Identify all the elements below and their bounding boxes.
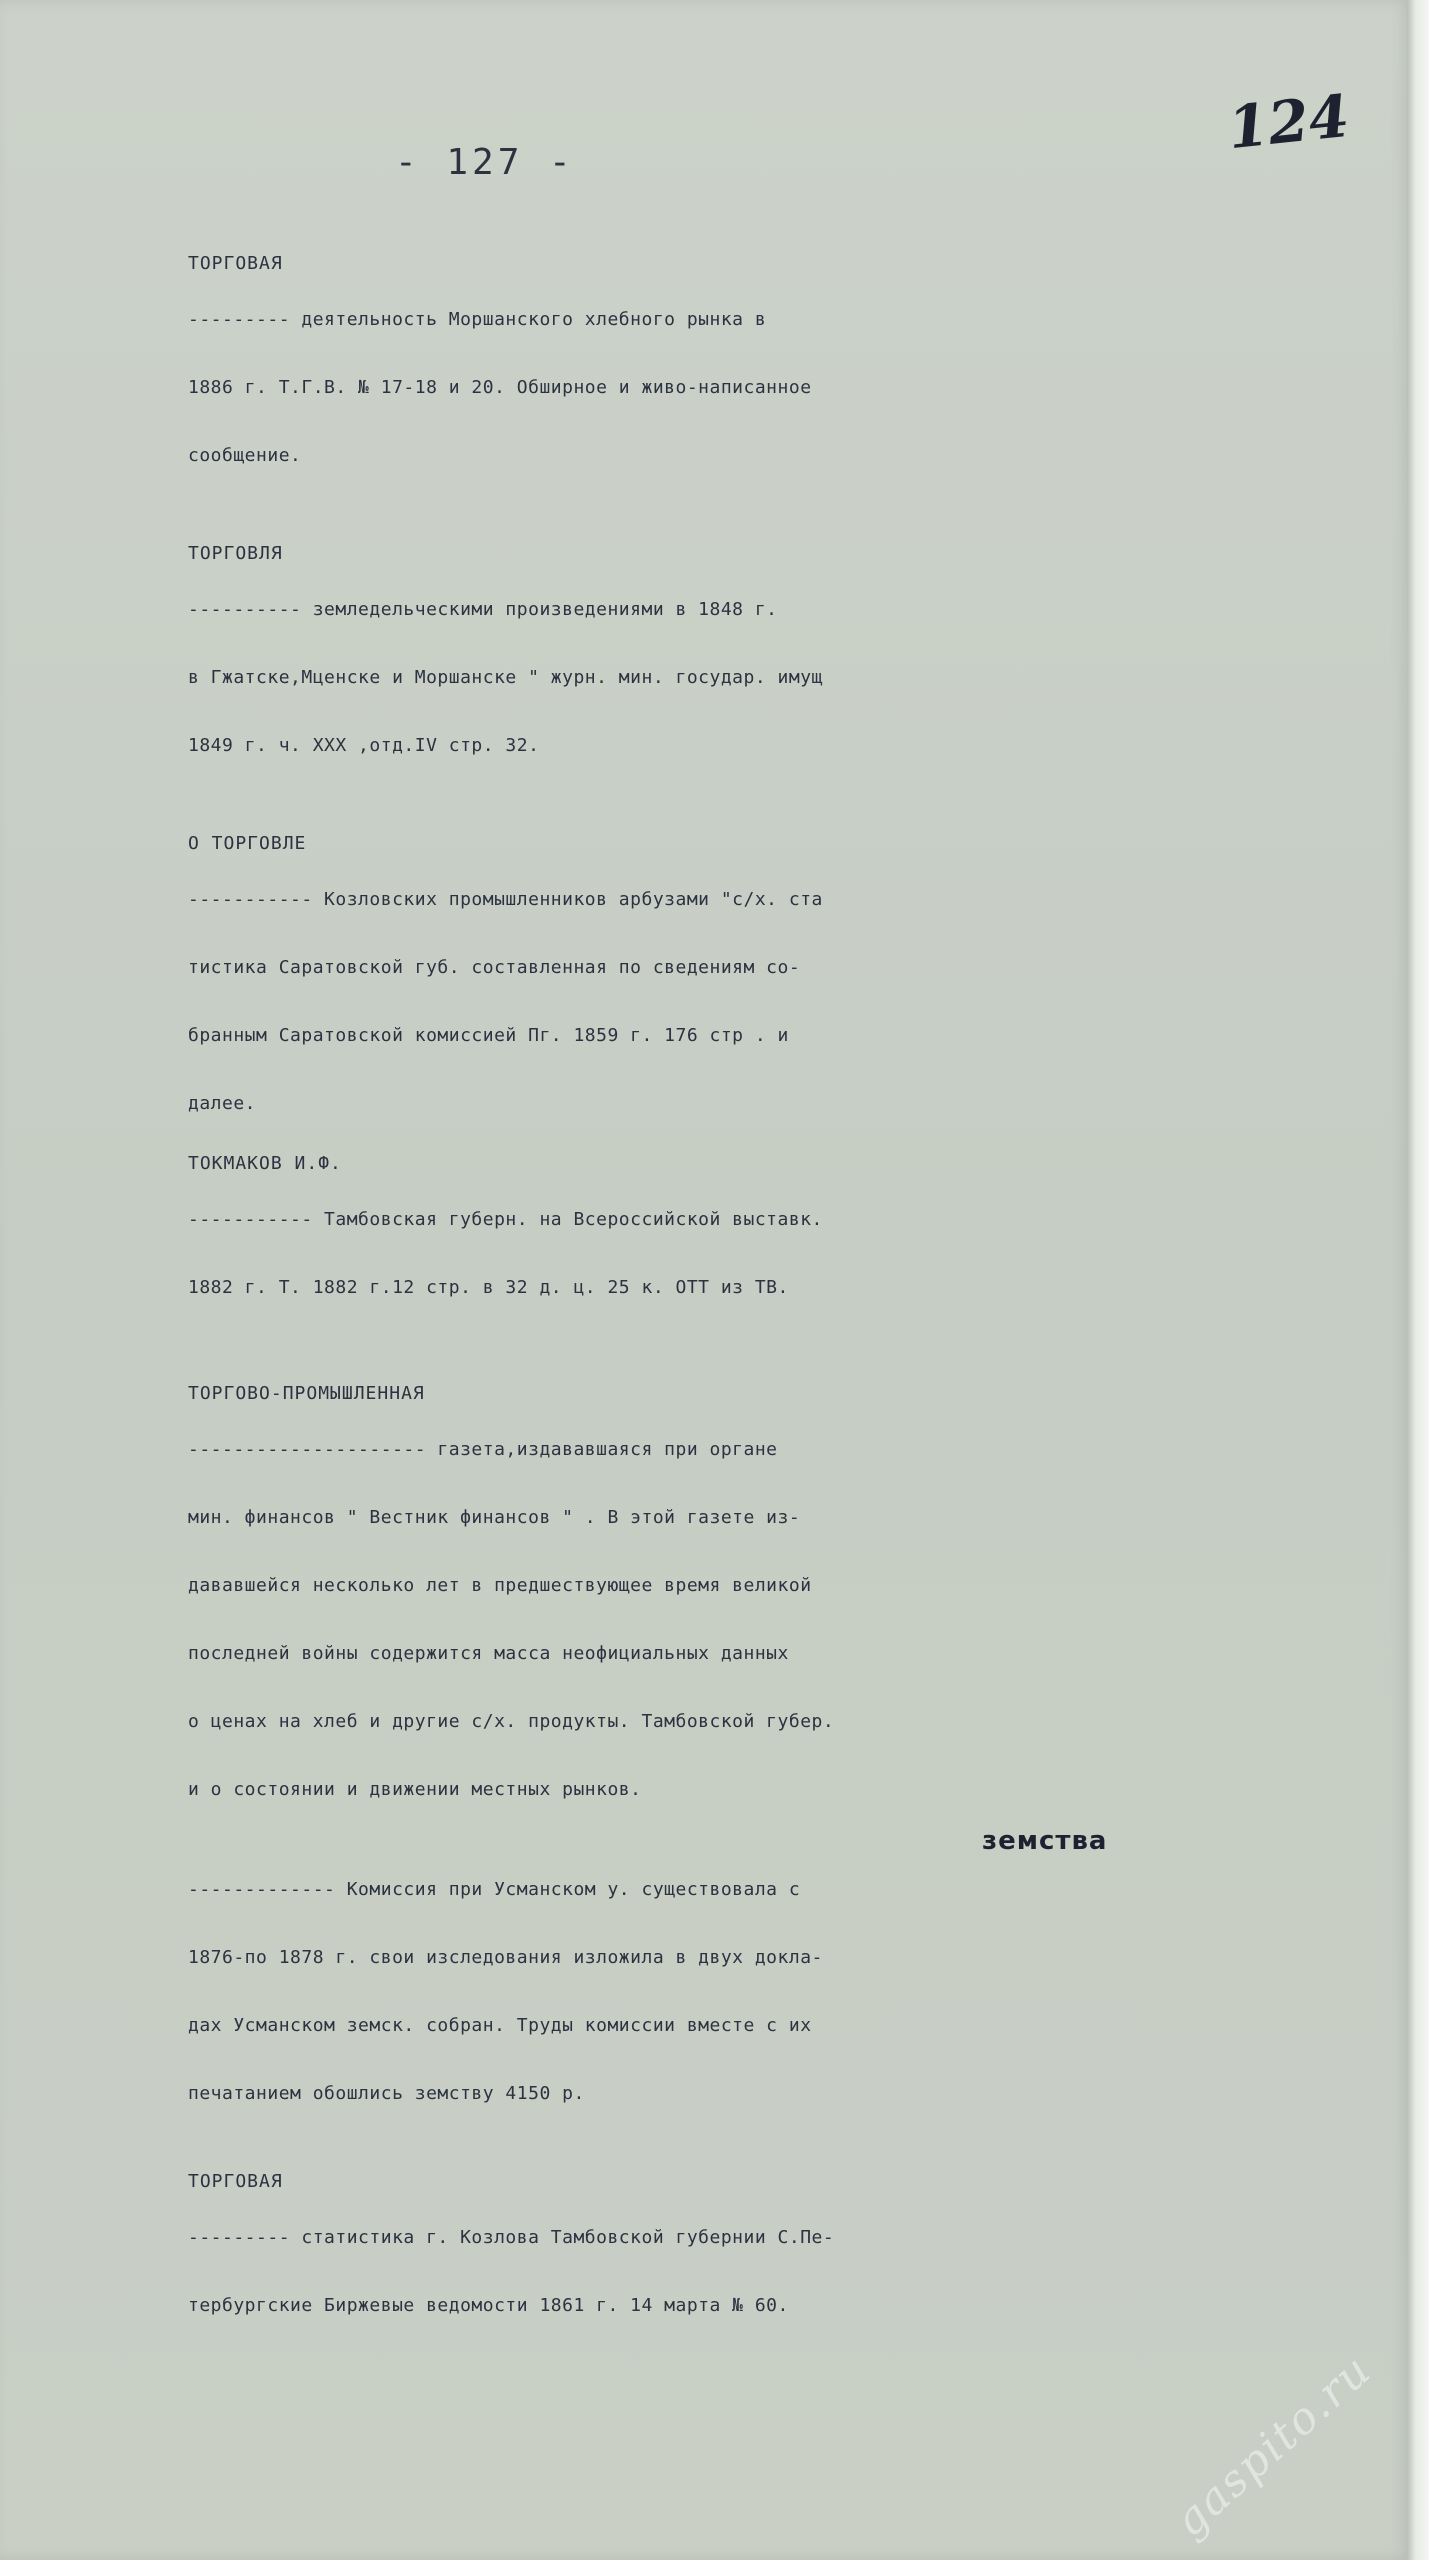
entry-heading: ТОКМАКОВ И.Ф. [188,1153,342,1174]
entry-line: мин. финансов " Вестник финансов " . В этой газете из- [188,1507,801,1528]
entry-line: далее. [188,1093,257,1114]
entry-heading: ТОРГОВЛЯ [188,543,283,564]
entry-line: ----------- Тамбовская губерн. на Всероссийской выставк. [188,1209,823,1230]
entry-line: 1882 г. Т. 1882 г.12 стр. в 32 д. ц. 25 к. ОТТ из ТВ. [188,1277,789,1298]
entry-heading: ТОРГОВО-ПРОМЫШЛЕННАЯ [188,1383,425,1404]
entry-line: --------------------- газета,издававшаяся при органе [188,1439,778,1460]
entry-line: ----------- Козловских промышленников арбузами "с/х. ста [188,889,823,910]
entry-line: 1886 г. Т.Г.В. № 17-18 и 20. Обширное и живо-написанное [188,377,812,398]
entry-line: бранным Саратовской комиссией Пг. 1859 г. 176 стр . и [188,1025,789,1046]
entry-torgovaya-1 [188,242,1403,490]
entry-line: дававшейся несколько лет в предшествующее время великой [188,1575,812,1596]
entry-torgovaya-2 [188,2160,1403,2340]
entry-line: сообщение. [188,445,302,466]
entry-line: 1849 г. ч. XXX ,отд.IV стр. 32. [188,735,540,756]
entry-torgovlya [188,532,1403,780]
handwritten-insertion: земства [982,1826,1108,1856]
page-edge [1407,0,1429,2560]
entry-line: ------------- Комиссия при Усманском у. существовала с [188,1879,801,1900]
watermark: gaspito.ru [1164,2344,1382,2547]
entry-komissiya [188,1856,1403,2128]
entry-line: в Гжатске,Мценске и Моршанске " журн. мин. государ. имущ [188,667,823,688]
entry-o-torgovle [188,822,1403,1138]
entry-line: и о состоянии и движении местных рынков. [188,1779,642,1800]
entry-line: дах Усманском земск. собран. Труды комиссии вместе с их [188,2015,812,2036]
entry-heading: ТОРГОВАЯ [188,253,283,274]
entry-line: --------- деятельность Моршанского хлебного рынка в [188,309,767,330]
entry-line: 1876-по 1878 г. свои изследования изложила в двух докла- [188,1947,823,1968]
page-number: - 127 - [395,142,575,183]
entry-line: ---------- земледельческими произведениями в 1848 г. [188,599,778,620]
entry-tokmakov [188,1142,1403,1322]
entry-line: последней войны содержится масса неофициальных данных [188,1643,789,1664]
entry-heading: ТОРГОВАЯ [188,2171,283,2192]
entry-line: тербургские Биржевые ведомости 1861 г. 14 марта № 60. [188,2295,789,2316]
entry-line: о ценах на хлеб и другие с/х. продукты. Тамбовской губер. [188,1711,835,1732]
entry-line: тистика Саратовской губ. составленная по сведениям со- [188,957,801,978]
entry-line: --------- статистика г. Козлова Тамбовской губернии С.Пе- [188,2227,835,2248]
entry-line: печатанием обошлись земству 4150 р. [188,2083,585,2104]
entry-heading: О ТОРГОВЛЕ [188,833,307,854]
entry-torgovo-promyshlennaya [188,1372,1403,1824]
archive-folio-number: 124 [1224,81,1353,163]
